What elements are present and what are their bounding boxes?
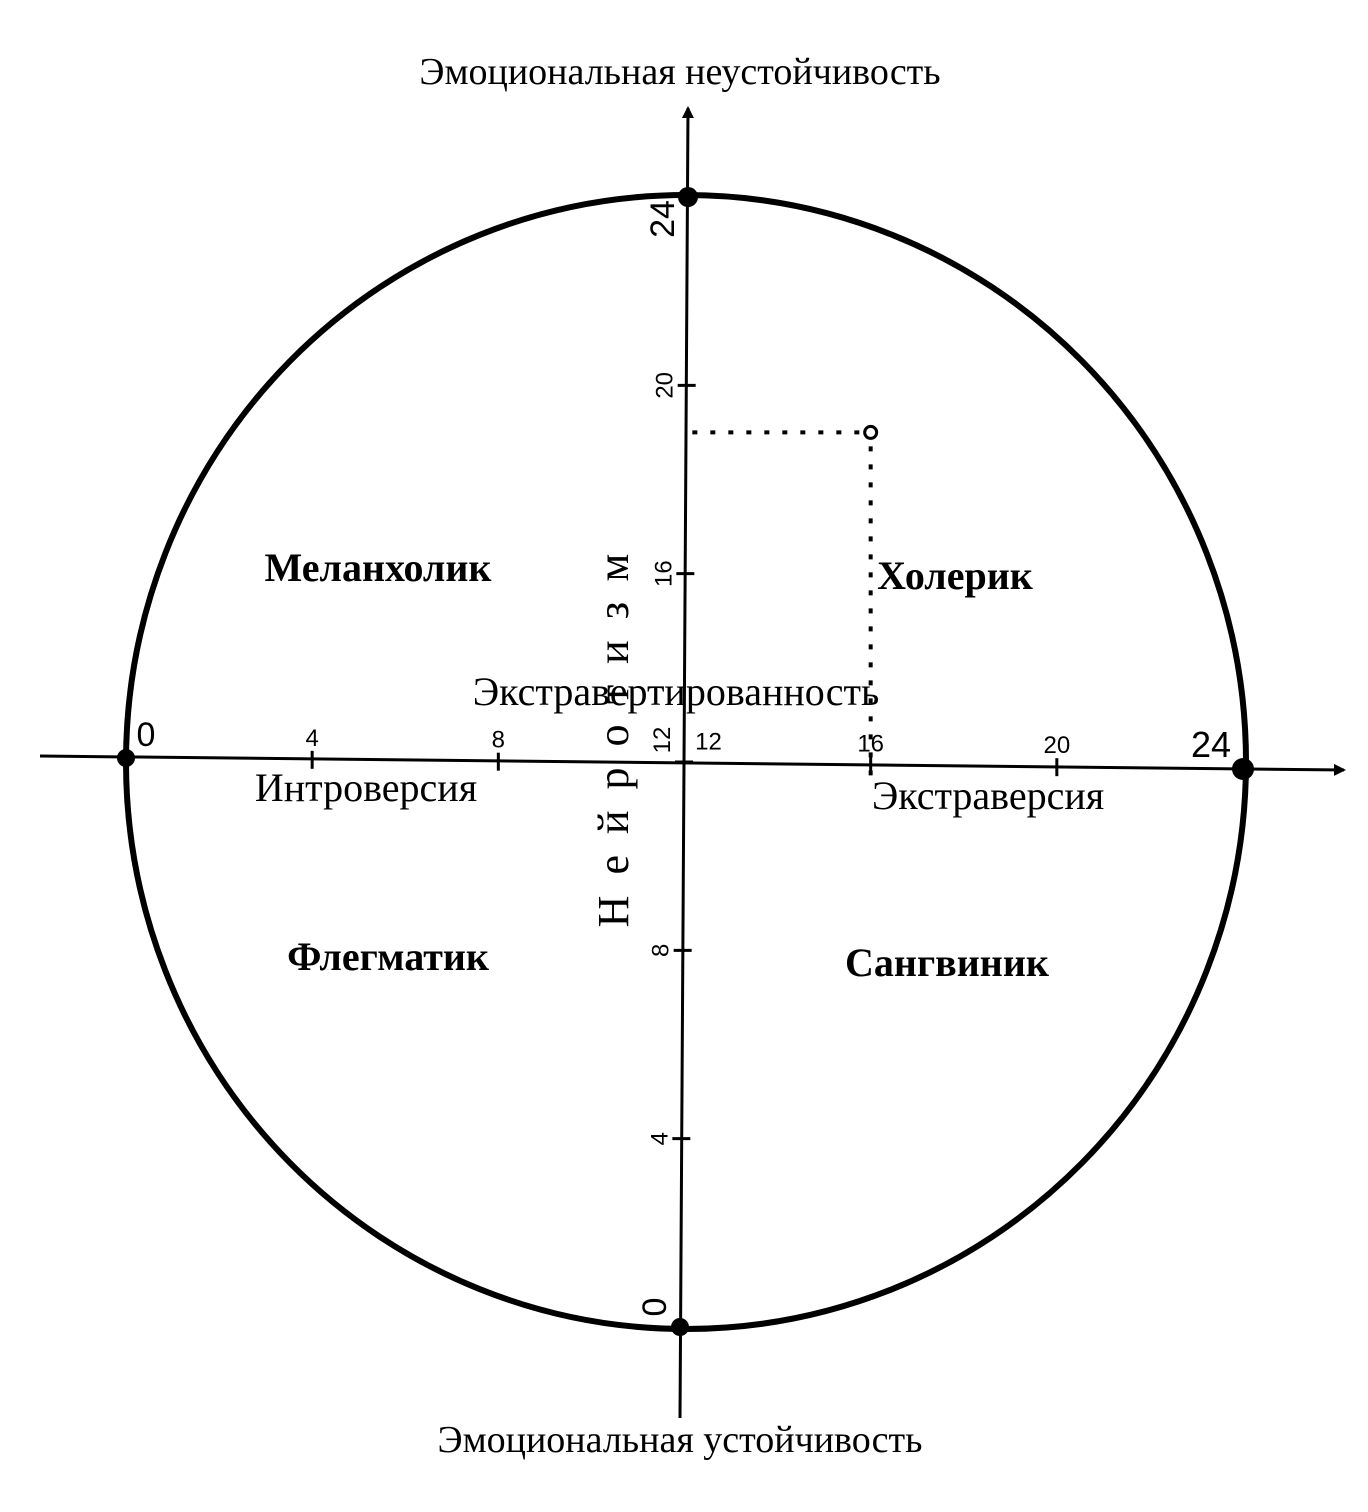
top-pole-label: Эмоциональная неустойчивость bbox=[419, 51, 941, 93]
left-pole-label: Интроверсия bbox=[254, 765, 478, 810]
h-tick-label-12: 12 bbox=[695, 728, 722, 756]
bottom-pole-label: Эмоциональная устойчивость bbox=[437, 1419, 923, 1461]
quadrant-label-sanguine: Сангвиник bbox=[845, 940, 1049, 985]
h-tick-label-0: 0 bbox=[136, 716, 156, 754]
v-tick-label-12: 12 bbox=[649, 726, 676, 754]
vertical-axis-title: Нейротизм bbox=[589, 532, 638, 928]
v-axis-bottom-dot bbox=[671, 1318, 689, 1336]
horizontal-axis-title: Экстравертированность bbox=[472, 669, 880, 714]
h-tick-label-24: 24 bbox=[1190, 724, 1232, 765]
example-point-group bbox=[692, 426, 876, 775]
v-tick-label-0: 0 bbox=[636, 1297, 674, 1317]
right-pole-label: Экстраверсия bbox=[871, 773, 1105, 818]
h-tick-label-8: 8 bbox=[491, 726, 506, 754]
h-axis-start-dot bbox=[117, 749, 135, 767]
quadrant-label-melancholic: Меланхолик bbox=[264, 545, 492, 590]
example-point-marker bbox=[865, 426, 877, 438]
h-axis-end-dot bbox=[1232, 758, 1254, 780]
v-tick-label-8: 8 bbox=[647, 943, 675, 958]
v-tick-label-24: 24 bbox=[644, 200, 682, 238]
quadrant-label-choleric: Холерик bbox=[877, 553, 1033, 598]
h-tick-label-16: 16 bbox=[857, 730, 885, 758]
v-tick-label-16: 16 bbox=[650, 560, 678, 588]
h-tick-label-20: 20 bbox=[1043, 732, 1071, 760]
h-tick-label-4: 4 bbox=[305, 724, 319, 752]
quadrant-label-phlegmatic: Флегматик bbox=[287, 934, 489, 979]
v-tick-label-4: 4 bbox=[646, 1131, 674, 1146]
v-tick-label-20: 20 bbox=[651, 371, 679, 399]
